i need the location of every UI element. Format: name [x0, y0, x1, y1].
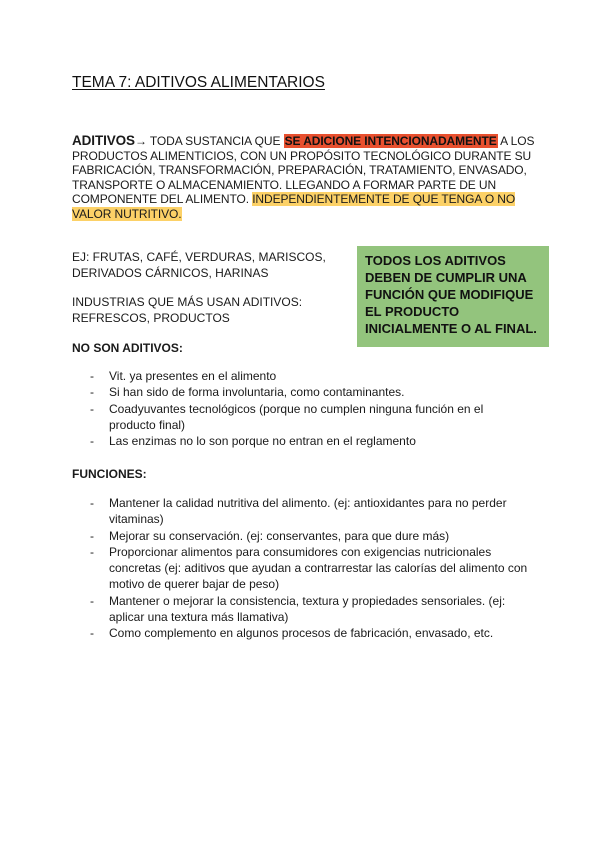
list-item — [72, 625, 532, 641]
definition-paragraph — [72, 134, 542, 221]
funciones-list — [72, 495, 532, 642]
bullet-dash: - — [90, 528, 94, 543]
list-item — [72, 544, 532, 593]
list-item — [72, 401, 532, 434]
list-item-text: Si han sido de forma involuntaria, como contaminantes. — [109, 385, 405, 400]
funciones-heading: FUNCIONES: — [72, 467, 147, 481]
list-item-text: Proporcionar alimentos para consumidores con exigencias nutricionales concretas (ej: aditivos que ayudan a contrarrestar las calorías del alimento con motivo de querer bajar de peso) — [109, 544, 528, 592]
industries-text: INDUSTRIAS QUE MÁS USAN ADITIVOS: REFRESCOS, PRODUCTOS — [72, 295, 303, 325]
no-son-aditivos-list — [72, 368, 532, 449]
list-item-text: Mantener la calidad nutritiva del alimento. (ej: antioxidantes para no perder vitaminas) — [109, 496, 507, 527]
examples-text: EJ: FRUTAS, CAFÉ, VERDURAS, MARISCOS, DERIVADOS CÁRNICOS, HARINAS — [72, 250, 326, 280]
list-item — [72, 384, 532, 400]
function-callout-box: TODOS LOS ADITIVOS DEBEN DE CUMPLIR UNA FUNCIÓN QUE MODIFIQUE EL PRODUCTO INICIALMENTE O AL FINAL. — [357, 246, 549, 347]
definition-text-before: TODA SUSTANCIA QUE — [146, 134, 284, 148]
bullet-dash: - — [90, 626, 94, 641]
highlight-valor-nutritivo: INDEPENDIENTEMENTE DE QUE TENGA O NO VALOR NUTRITIVO. — [72, 192, 516, 221]
list-item — [72, 593, 532, 626]
list-item — [72, 433, 532, 449]
list-item-text: Mejorar su conservación. (ej: conservantes, para que dure más) — [109, 528, 450, 543]
highlight-intencionadamente: SE ADICIONE INTENCIONADAMENTE — [284, 134, 497, 148]
list-item-text: Vit. ya presentes en el alimento — [109, 369, 277, 383]
bullet-dash: - — [90, 385, 94, 400]
list-item-text: Como complemento en algunos procesos de fabricación, envasado, etc. — [109, 626, 494, 641]
page-title: TEMA 7: ADITIVOS ALIMENTARIOS — [72, 74, 325, 91]
bullet-dash: - — [90, 593, 94, 608]
definition-term: ADITIVOS — [72, 133, 135, 148]
list-item-text: Las enzimas no lo son porque no entran en el reglamento — [109, 434, 416, 449]
no-son-aditivos-heading: NO SON ADITIVOS: — [72, 341, 183, 355]
bullet-dash: - — [90, 401, 94, 416]
list-item — [72, 368, 532, 384]
definition-text-after: A LOS PRODUCTOS ALIMENTICIOS, CON UN PROPÓSITO TECNOLÓGICO DURANTE SU FABRICACIÓN, TRANSFORMACIÓN, PREPARACIÓN, TRATAMIENTO, ENVASADO, TRANSPORTE O ALMACENAMIENTO. LLEGANDO A FORMAR PARTE DE UN COMPONENTE DEL ALIMENTO. — [72, 134, 535, 206]
list-item-text: Mantener o mejorar la consistencia, textura y propiedades sensoriales. (ej: aplicar una textura más llamativa) — [109, 593, 506, 625]
bullet-dash: - — [90, 544, 94, 559]
list-item-text: Coadyuvantes tecnológicos (porque no cumplen ninguna función en el producto final) — [109, 401, 484, 432]
bullet-dash: - — [90, 369, 94, 383]
bullet-dash: - — [90, 496, 94, 510]
bullet-dash: - — [90, 434, 94, 449]
definition-arrow: → — [134, 134, 147, 148]
list-item — [72, 495, 532, 528]
list-item — [72, 528, 532, 544]
